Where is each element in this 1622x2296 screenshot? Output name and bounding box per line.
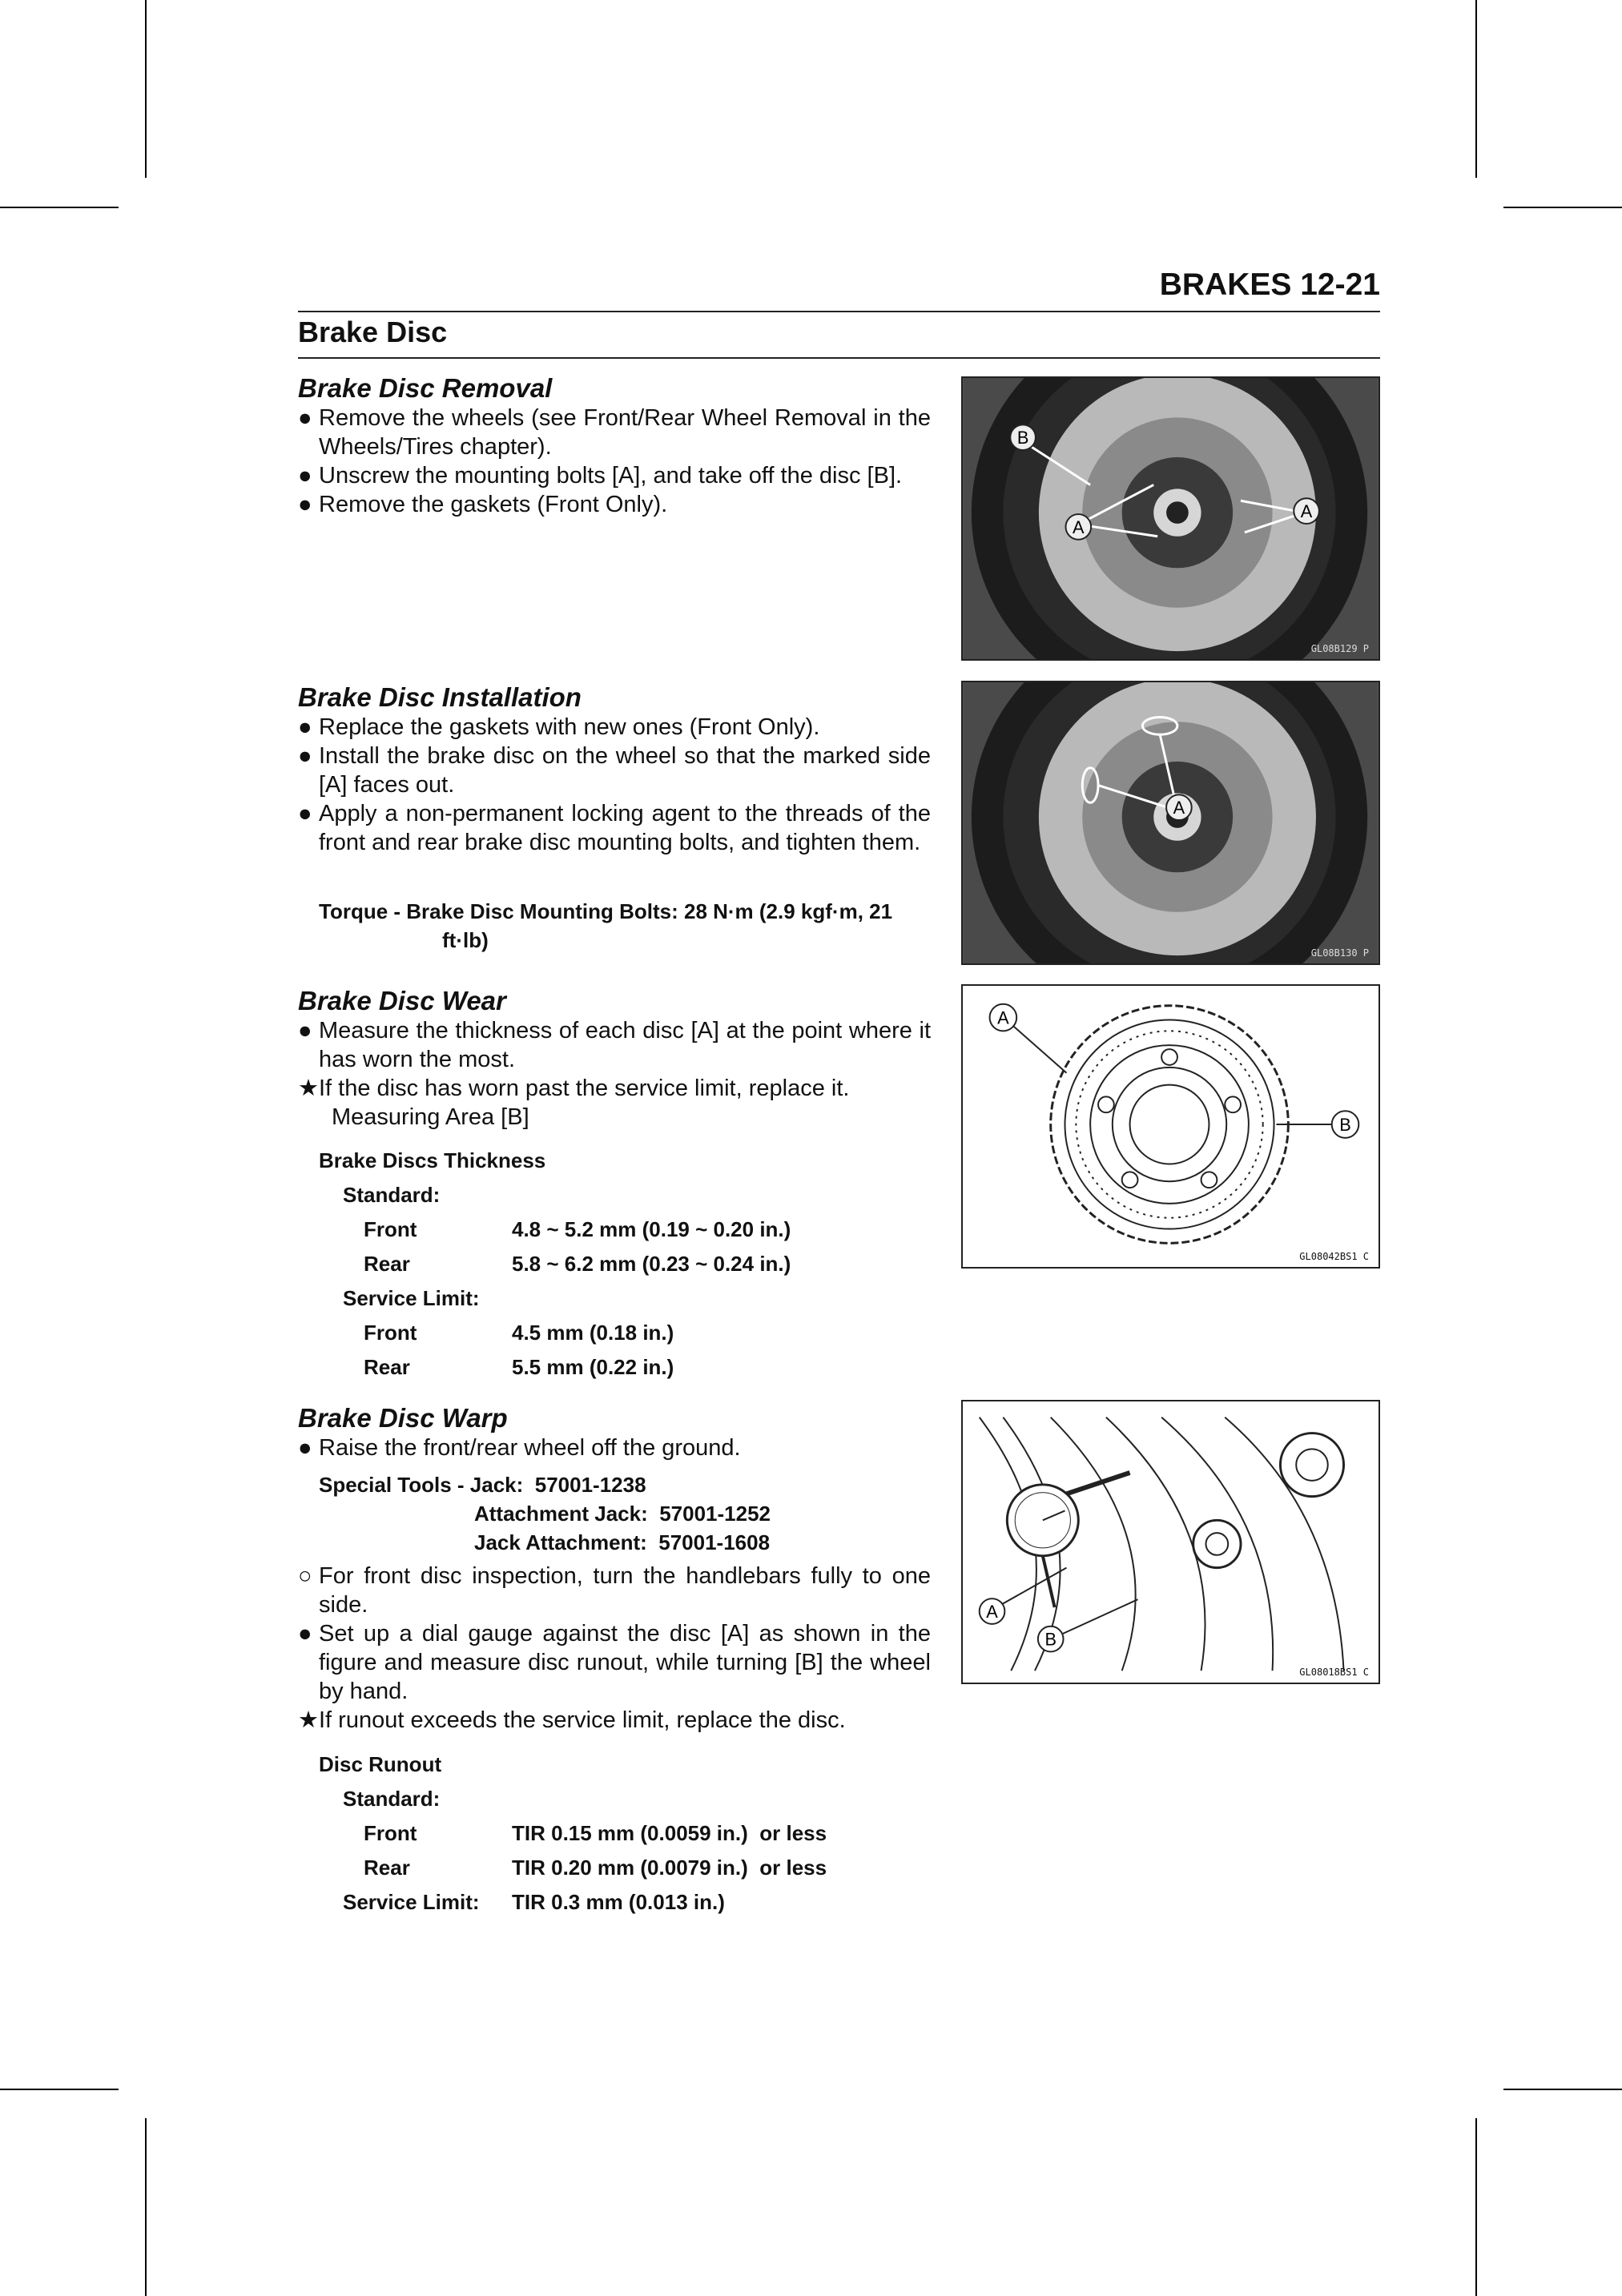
warp-figure [961,1400,1380,1684]
crop-mark [0,2089,119,2090]
spec-row [319,1851,827,1885]
spec-row [319,1316,791,1350]
torque-line: ft·lb) [442,928,489,952]
spec-value: TIR 0.20 mm (0.0079 in.) [512,1856,748,1880]
tools-lead: Special Tools - [319,1473,470,1497]
installation-figure [961,681,1380,965]
callout-label-a: A [1073,517,1085,537]
crop-mark [1503,2089,1622,2090]
list-item [298,1619,931,1706]
list-item [298,713,931,742]
tool-row [319,1470,771,1499]
warp-steps-1 [298,1433,931,1462]
step-text: Measure the thickness of each disc [A] at the point where it has worn the most. [319,1018,931,1072]
callout-label-b: B [1016,428,1029,448]
spec-key: Front [364,1321,417,1345]
bullet-marker: ● [298,714,312,740]
spec-row [319,1816,827,1851]
section-rule [298,357,1380,359]
list-item [298,799,931,857]
list-item [298,404,931,461]
step-text: Unscrew the mounting bolts [A], and take off the disc [B]. [319,463,903,489]
spec-value: TIR 0.15 mm (0.0059 in.) [512,1821,748,1845]
removal-steps [298,404,931,519]
step-text: Replace the gaskets with new ones (Front Only). [319,714,820,740]
header-rule [298,311,1380,312]
brake-disc-drawing [963,986,1378,1267]
step-text: Remove the wheels (see Front/Rear Wheel Removal in the Wheels/Tires chapter). [319,405,931,460]
circle-marker: ○ [298,1563,312,1589]
list-item [298,461,931,490]
wear-title: Brake Disc Wear [298,986,506,1015]
brake-disc-photo-removal [963,378,1378,659]
spec-row [319,1212,791,1247]
list-item [298,1016,931,1074]
tool-row [319,1499,771,1528]
figure-code: GL08B129 P [1310,643,1369,654]
torque-line: Torque - Brake Disc Mounting Bolts: 28 N·m (2.9 kgf·m, 21 [319,899,893,923]
bullet-marker: ● [298,743,312,769]
indented-note: Measuring Area [B] [332,1104,529,1130]
list-item [298,742,931,799]
spec-value: 5.8 ~ 6.2 mm (0.23 ~ 0.24 in.) [512,1252,791,1276]
list-item [298,1562,931,1619]
crop-mark [145,0,147,178]
tool-row [319,1528,771,1557]
spec-label: Service Limit: [343,1890,480,1914]
spec-suffix: or less [759,1821,827,1845]
callout-label-a: A [997,1007,1009,1028]
step-text: If runout exceeds the service limit, replace the disc. [319,1707,846,1733]
callout-label-a: A [986,1601,998,1622]
spec-title: Disc Runout [319,1752,442,1776]
spec-key: Rear [364,1355,410,1379]
figure-code: GL08B130 P [1310,947,1369,959]
wear-steps [298,1016,931,1132]
spec-key: Rear [364,1252,410,1276]
thickness-spec [319,1144,791,1385]
wear-figure [961,984,1380,1269]
spec-row [319,1350,791,1385]
step-text: Install the brake disc on the wheel so that the marked side [A] faces out. [319,743,931,798]
bullet-marker: ● [298,1435,312,1461]
spec-value: 5.5 mm (0.22 in.) [512,1355,674,1379]
bullet-marker: ● [298,492,312,517]
callout-label-b: B [1339,1114,1351,1135]
tool-name: Attachment Jack: [474,1502,648,1526]
bullet-marker: ● [298,463,312,489]
section-title: Brake Disc [298,316,448,348]
removal-title: Brake Disc Removal [298,373,553,403]
installation-title: Brake Disc Installation [298,682,582,712]
tool-name: Jack: [469,1473,524,1497]
bullet-marker: ● [298,405,312,431]
spec-label: Standard: [343,1787,441,1811]
tool-number: 57001-1238 [534,1473,646,1497]
warp-title: Brake Disc Warp [298,1403,508,1433]
step-text: Set up a dial gauge against the disc [A] as shown in the figure and measure disc runout, while turning [B] the wheel by hand. [319,1621,931,1704]
special-tools [319,1470,771,1557]
list-item [298,1433,931,1462]
spec-label: Service Limit: [343,1286,480,1310]
tool-name: Jack Attachment: [474,1530,647,1554]
step-text: Apply a non-permanent locking agent to the threads of the front and rear brake disc mounting bolts, and tighten them. [319,801,931,855]
crop-mark [1475,0,1477,178]
step-text: If the disc has worn past the service limit, replace it. [319,1076,850,1101]
bullet-marker: ● [298,1018,312,1043]
list-item [298,1706,931,1735]
page-header: BRAKES 12-21 [1159,267,1380,302]
spec-row [319,1247,791,1281]
spec-value: 4.8 ~ 5.2 mm (0.19 ~ 0.20 in.) [512,1217,791,1241]
dial-gauge-drawing [963,1401,1378,1683]
spec-row [319,1885,827,1920]
list-item [298,490,931,519]
brake-disc-photo-installation [963,682,1378,963]
spec-value: 4.5 mm (0.18 in.) [512,1321,674,1345]
installation-steps [298,713,931,857]
tool-number: 57001-1252 [659,1502,771,1526]
warp-steps-2 [298,1562,931,1735]
star-marker: ★ [298,1076,319,1101]
tool-number: 57001-1608 [658,1530,771,1554]
star-marker: ★ [298,1707,319,1733]
figure-code: GL08018BS1 C [1299,1667,1369,1678]
spec-key: Front [364,1821,417,1845]
bullet-marker: ● [298,1621,312,1647]
callout-label-b: B [1044,1629,1057,1650]
spec-key: Front [364,1217,417,1241]
crop-mark [0,207,119,208]
crop-mark [145,2118,147,2296]
runout-spec [319,1747,827,1920]
spec-key: Rear [364,1856,410,1880]
step-text: Raise the front/rear wheel off the ground. [319,1435,741,1461]
callout-label-a: A [1173,798,1185,818]
spec-suffix: or less [759,1856,827,1880]
spec-title: Brake Discs Thickness [319,1148,546,1172]
step-text: For front disc inspection, turn the handlebars fully to one side. [319,1563,931,1618]
figure-code: GL08042BS1 C [1299,1251,1369,1262]
bullet-marker: ● [298,801,312,826]
crop-mark [1503,207,1622,208]
spec-value: TIR 0.3 mm (0.013 in.) [512,1890,725,1914]
callout-label-a: A [1300,501,1313,522]
torque-spec [319,897,931,955]
step-text: Remove the gaskets (Front Only). [319,492,668,517]
list-item [298,1074,931,1103]
spec-label: Standard: [343,1183,441,1207]
crop-mark [1475,2118,1477,2296]
removal-figure [961,376,1380,661]
